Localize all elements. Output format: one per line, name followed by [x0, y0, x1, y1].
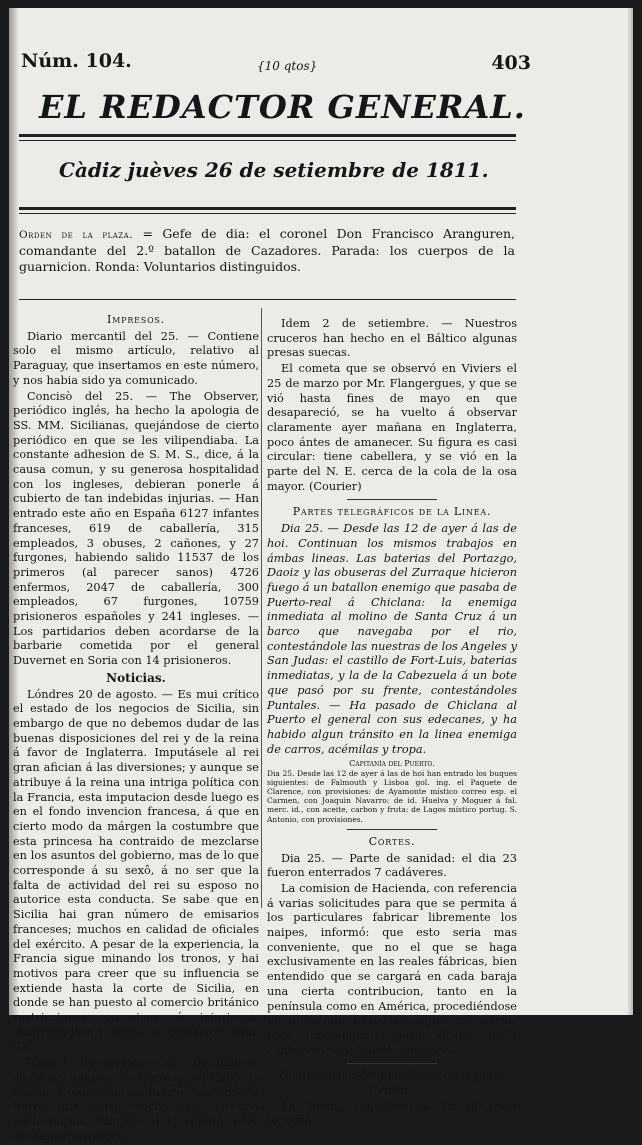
masthead-rule-thick — [19, 134, 516, 137]
capitania-text: Dia 25. Desde las 12 de ayer á las de hoi han entrado los buques siguientes: de Falmouth y Lisboa gol. ing. el Paquete de Clarence, con provisiones: de Ayamonte místico correo esp. el Carmen, con Joaquin Navarro: de id. Huelva y Moguer á fal. merc. id., con aceite, carbon y fruta: de Lagos místico portug. S. Antonio, con provisiones. — [267, 768, 517, 824]
date-rule-thick — [19, 207, 516, 210]
paragraph: Dia 25. — Parte de sanidad: el dia 23 fueron enterrados 7 cadáveres. — [267, 851, 517, 880]
paragraph: Dia 25. — Desde las 12 de ayer á las de hoi. Continuan los mismos trabajos en ámbas lineas. Las baterias del Portazgo, Daoiz y las obuseras del Zurraque hicieron fuego á un batallon enemigo que pasaba de Puerto-real á Chiclana: la enemiga inmediata al molino de Santa Cruz á un barco que navegaba por el rio, contestándole las nuestras de los Angeles y San Judas: el castillo de Fort-Luis, baterias inmediatas, y la de la Cabezuela á un bote que pasó por su frente, contestándoles Puntales. — Ha pasado de Chiclana al Puerto el general con sus edecanes, y ha habido algun tránsito en la linea enemiga de carros, acémilas y tropa. — [267, 522, 517, 756]
orden-de-la-plaza — [19, 226, 515, 275]
paragraph: Concisò del 25. — The Observer, periódico inglés, ha hecho la apologia de SS. MM. Sicilianas, quejándose de cierto periódico en que se les vilipendiaba. La constante adhesion de S. M. S., dice, á la causa comun, y su generosa hospitalidad con los ingleses, debieran ponerle á cubierto de tan indebidas injurias. — Han entrado este año en España 6127 infantes franceses, 619 de caballería, 315 empleados, 3 obuses, 2 cañones, y 27 furgones, habiendo salido 11537 de los primeros (al parecer sanos) 4726 enfermos, 2047 de caballería, 300 empleados, 67 furgones, 10759 prisioneros españoles y 241 ingleses. — Los partidarios deben acordarse de la barbarie cometida por el general Duvernet en Soria con 14 prisioneros. — [13, 389, 259, 668]
separator — [347, 1063, 437, 1064]
issue-number: Núm. 104. — [21, 50, 132, 72]
page-edge-shadow-right — [627, 8, 633, 1015]
separator — [347, 829, 437, 830]
noticias-heading: Noticias. — [106, 670, 166, 685]
paragraph: El cometa que se observó en Viviers el 25 de marzo por Mr. Flangergues, y que se vió hasta fines de mayo en que desapareció, se ha vuelto á observar claramente ayer mañana en Inglaterra, poco ántes de amanecer. Su figura es casi circular: tiene cabellera, y se vió en la parte del N. E. cerca de la cola de la osa mayor. (Courier) — [267, 362, 517, 493]
right-column — [267, 317, 517, 1130]
left-column — [13, 311, 259, 1145]
separator — [347, 499, 437, 500]
paragraph: Lóndres 20 de agosto. — Es mui crítico el estado de los negocios de Sicilia, sin embargo de que no debemos dudar de las buenas disposiciones del rei y de la reina á favor de Inglaterra. Imputásele al rei gran afician á las diversiones; y aunque se atribuye á la reina una intriga política con la Francia, esta imputacion desde luego es en el fondo invencion francesa, á que en cierto modo da márgen la costumbre que esta princesa ha contraido de mezclarse en los asuntos del gobierno, mas de lo que corresponde á su sexô, á no ser que la falta de actividad del rei su esposo no autorice esta conducta. Se sabe que en Sicilia hai gran número de emisarios franceses; muchos en calidad de oficiales del exército. A pesar de la experiencia, la Francia sigue minando los tronos, y hai motivos para creer que su influencia se extiende hasta la corte de Sicilia, en donde se han puesto al comercio británico restricciones opresivas é injuriosas. (Morning-Post.) Véase el Redactor núm. 93. — [13, 687, 259, 1054]
date-rule-thin — [19, 213, 516, 214]
orden-text: = Gefe de dia: el coronel Don Francisco Aranguren, comandante del 2.º batallon de Cazadores. Parada: los cuerpos de la guarnicion. Ronda: Voluntarios distinguidos. — [19, 226, 515, 274]
masthead-title: EL REDACTOR GENERAL. — [39, 88, 526, 126]
section-title: Continuacion del manifiesto de la junta Central. — [279, 1069, 505, 1098]
masthead-rule-thin — [19, 140, 516, 141]
page-number: 403 — [491, 52, 531, 74]
impresos-heading: Impresos. — [107, 313, 165, 326]
paragraph: La comision de Hacienda, con referencia á varias solicitudes para que se permita á los particulares fabricar libremente los naipes, informó: que esto seria mas conveniente, que no el que se haga exclusivamente en las reales fábricas, bien entendido que se cargará en cada baraja una cierta contribucion, tanto en la península como en América, procediéndose en el asunto baxo las reglas necesarias (que presentaba) para obviar toda contravencion. Quedó aprobado. — [267, 881, 517, 1057]
capitania-block — [267, 759, 517, 823]
column-divider — [261, 308, 262, 908]
paragraph: Idem 27 de agosto. — El 7 de junio se sintió un temblor de tierra en el Cabo de Buena Esperanza un fuerte temblor de tierra, que causó mucho daño en una parte de los edificios: el 15 repitió; pero sin causar estragos. — [13, 1056, 259, 1143]
orden-label: Orden de la plaza. — [19, 229, 134, 241]
issue-date: Càdiz juèves 26 de setiembre de 1811. — [59, 158, 489, 182]
paragraph: Idem 2 de setiembre. — Nuestros cruceros han hecho en el Báltico algunas presas suecas. — [267, 317, 517, 360]
partes-heading: Partes telegráficos de la Linea. — [292, 505, 492, 519]
paragraph: La Junta, considerando la situacion topográ- — [267, 1099, 517, 1128]
margin-note: {10 qtos} — [257, 59, 318, 73]
section-rule — [19, 299, 516, 300]
cortes-heading: Cortes. — [368, 834, 416, 848]
paragraph: Diario mercantil del 25. — Contiene solo el mismo artículo, relativo al Paraguay, que insertamos en este número, y nos habia sido ya comunicado. — [13, 329, 259, 387]
capitania-heading: Capitanía del Puerto. — [349, 759, 435, 769]
newspaper-page — [9, 8, 633, 1143]
